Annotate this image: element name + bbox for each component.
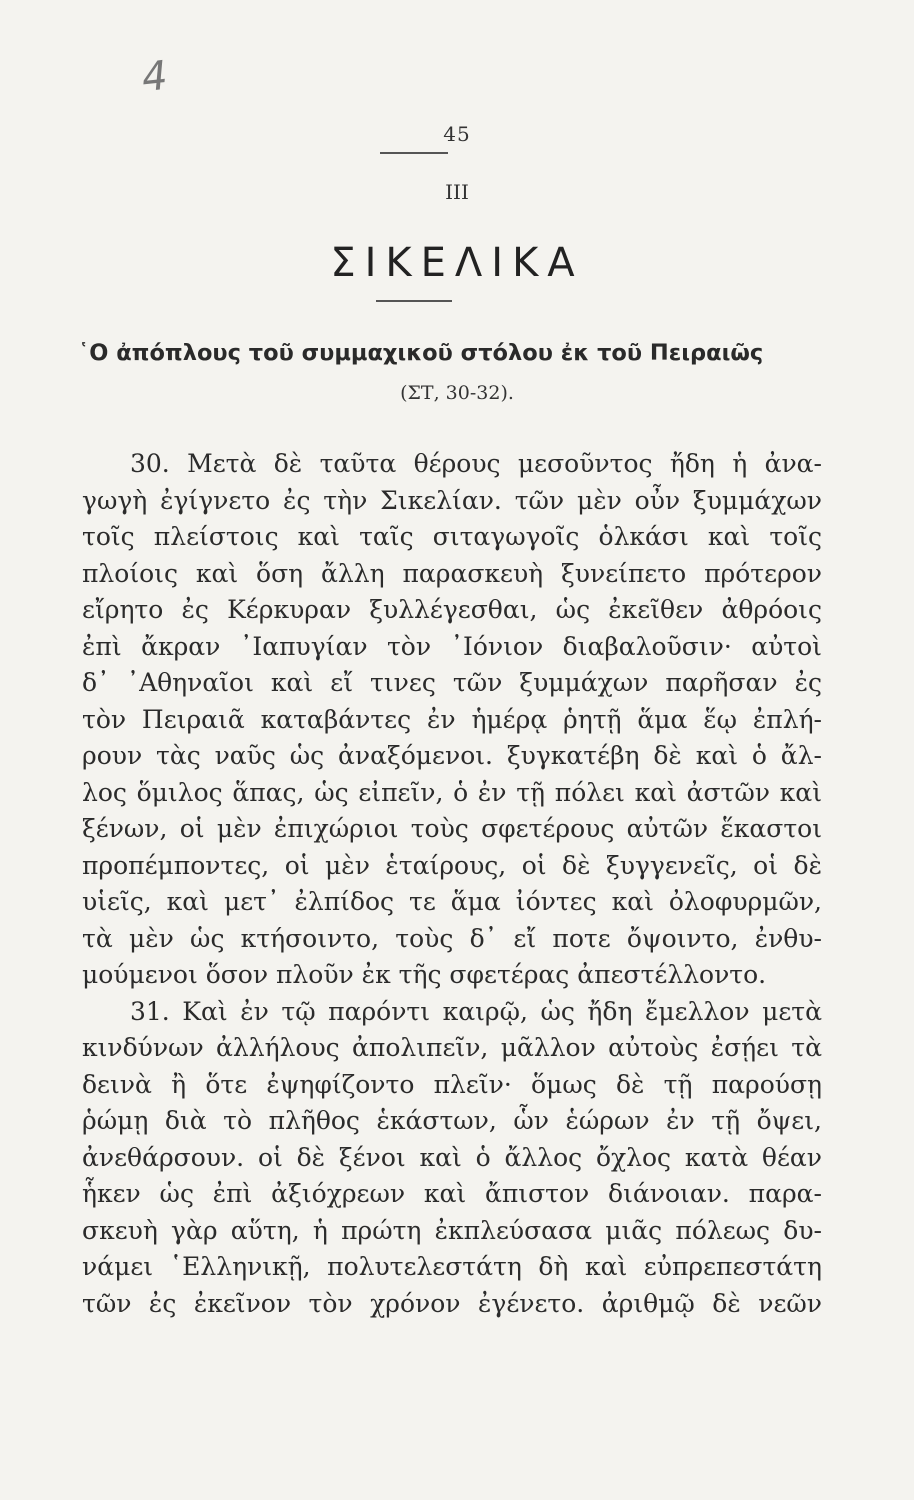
header-rule — [380, 152, 448, 154]
text-line: ἐπὶ ἄκραν ᾽Ιαπυγίαν τὸν ᾽Ιόνιον διαβαλοῦσιν· αὐτοὶ — [82, 631, 822, 661]
text-line: ξένων, οἱ μὲν ἐπιχώριοι τοὺς σφετέρους αὐτῶν ἕκαστοι — [82, 814, 822, 843]
text-line: 31. Καὶ ἐν τῷ παρόντι καιρῷ, ὡς ἤδη ἔμελλον μετὰ — [130, 996, 822, 1026]
text-line: ἀνεθάρσουν. οἱ δὲ ξένοι καὶ ὁ ἄλλος ὄχλος κατὰ θέαν — [82, 1142, 822, 1172]
text-line: τοῖς πλείστοις καὶ ταῖς σιταγωγοῖς ὁλκάσι καὶ τοῖς — [82, 522, 822, 551]
title-rule — [376, 300, 452, 302]
text-line: εἴρητο ἐς Κέρκυραν ξυλλέγεσθαι, ὡς ἐκεῖθεν ἀθρόοις — [82, 595, 822, 624]
text-line: τὸν Πειραιᾶ καταβάντες ἐν ἡμέρᾳ ῥητῇ ἅμα ἕῳ ἐπλή- — [82, 704, 822, 734]
text-line: κινδύνων ἀλλήλους ἀπολιπεῖν, μᾶλλον αὐτοὺς ἐσῄει τὰ — [82, 1033, 822, 1062]
text-line: μούμενοι ὅσον πλοῦν ἐκ τῆς σφετέρας ἀπεστέλλοντο. — [82, 960, 767, 989]
text-line: προπέμποντες, οἱ μὲν ἑταίρους, οἱ δὲ ξυγγενεῖς, οἱ δὲ — [82, 850, 822, 880]
text-line: ρουν τὰς ναῦς ὡς ἀναξόμενοι. ξυγκατέβη δὲ καὶ ὁ ἄλ- — [82, 741, 822, 770]
text-line: δεινὰ ἢ ὅτε ἐψηφίζοντο πλεῖν· ὅμως δὲ τῇ παρούσῃ — [82, 1069, 822, 1099]
passage-heading: ῾Ο ἀπόπλους τοῦ συμμαχικοῦ στόλου ἐκ τοῦ Πειραιῶς — [78, 340, 764, 366]
text-line: σκευὴ γὰρ αὕτη, ἡ πρώτη ἐκπλεύσασα μιᾶς πόλεως δυ- — [82, 1215, 822, 1245]
text-line: γωγὴ ἐγίγνετο ἐς τὴν Σικελίαν. τῶν μὲν οὖν ξυμμάχων — [82, 485, 822, 515]
chapter-title: ΣΙΚΕΛΙΚΑ — [330, 240, 584, 286]
text-line: πλοίοις καὶ ὅση ἄλλη παρασκευὴ ξυνείπετο πρότερον — [82, 558, 822, 588]
page-number: 45 — [443, 122, 471, 146]
pencil-mark: 4 — [139, 52, 170, 102]
body-text — [82, 446, 822, 1322]
section-number: III — [445, 180, 469, 204]
text-line: λος ὅμιλος ἅπας, ὡς εἰπεῖν, ὁ ἐν τῇ πόλει καὶ ἀστῶν καὶ — [82, 777, 822, 807]
text-line: τῶν ἐς ἐκεῖνον τὸν χρόνον ἐγένετο. ἀριθμῷ δὲ νεῶν — [82, 1288, 822, 1318]
text-line: ῥώμῃ διὰ τὸ πλῆθος ἑκάστων, ὧν ἑώρων ἐν τῇ ὄψει, — [82, 1106, 822, 1135]
passage-reference: (ΣΤ, 30-32). — [400, 382, 514, 404]
text-line: νάμει ῾Ελληνικῇ, πολυτελεστάτη δὴ καὶ εὐπρεπεστάτη — [82, 1252, 822, 1281]
text-line: 30. Μετὰ δὲ ταῦτα θέρους μεσοῦντος ἤδη ἡ ἀνα- — [130, 449, 822, 478]
text-line: δ᾽ ᾽Αθηναῖοι καὶ εἴ τινες τῶν ξυμμάχων παρῆσαν ἐς — [82, 668, 822, 697]
text-line: τὰ μὲν ὡς κτήσοιντο, τοὺς δ᾽ εἴ ποτε ὄψοιντο, ἐνθυ- — [82, 923, 822, 953]
text-line: ἧκεν ὡς ἐπὶ ἀξιόχρεων καὶ ἄπιστον διάνοιαν. παρα- — [82, 1179, 822, 1208]
text-line: υἱεῖς, καὶ μετ᾽ ἐλπίδος τε ἅμα ἰόντες καὶ ὀλοφυρμῶν, — [82, 887, 822, 916]
